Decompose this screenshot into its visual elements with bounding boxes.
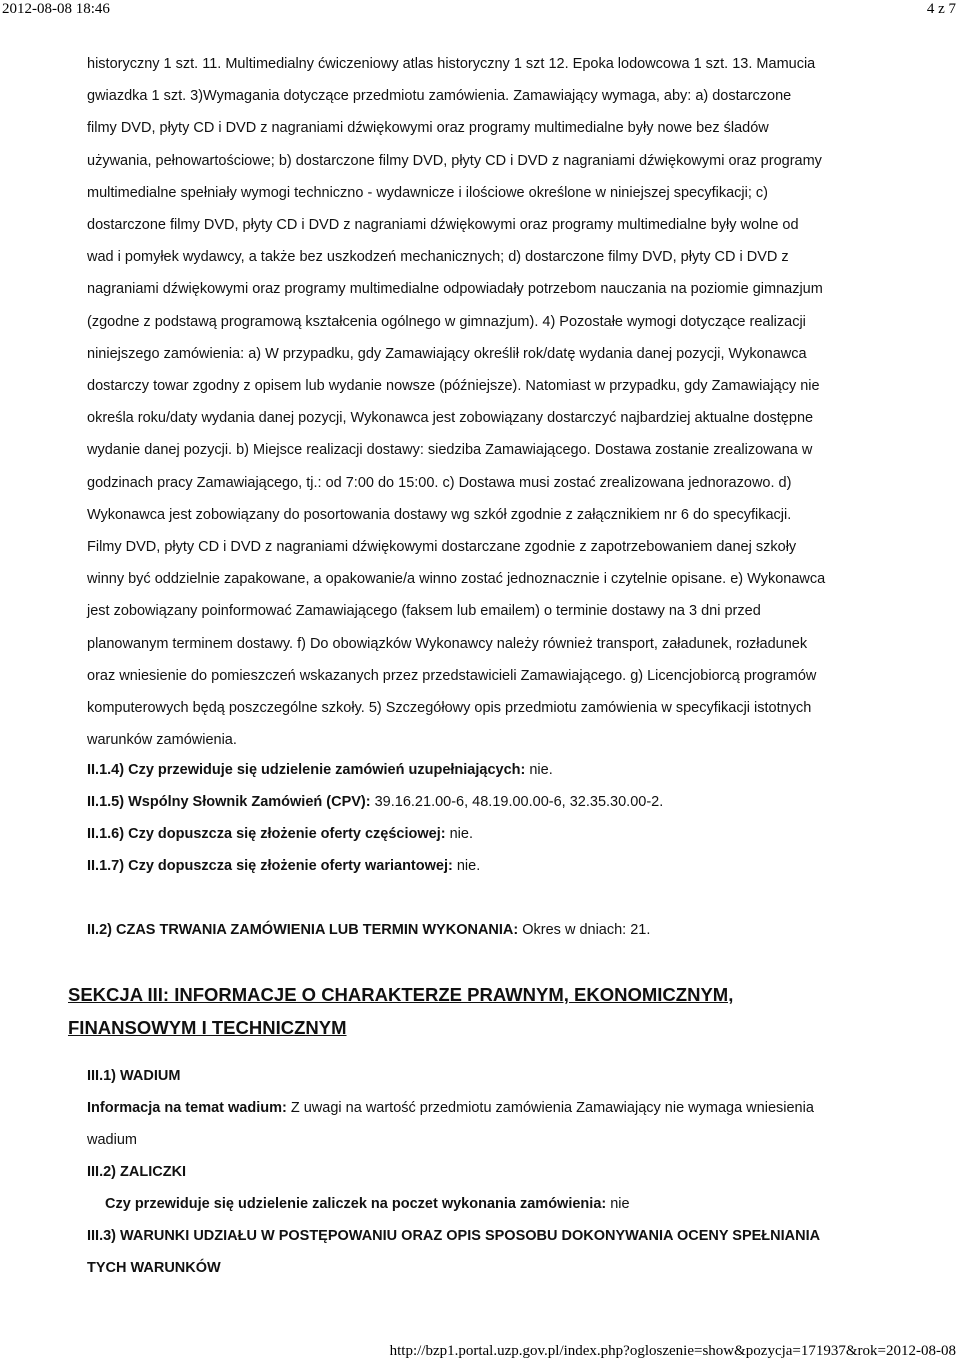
zaliczki-question	[87, 1188, 887, 1220]
wadium-heading	[87, 1060, 887, 1092]
text-line: nagraniami dźwiękowymi oraz programy multimedialne odpowiadały potrzebom nauczania na poziomie gimnazjum	[87, 281, 823, 298]
description-paragraph	[87, 48, 887, 756]
item-ii-1-7	[87, 850, 887, 882]
text-line: dostarczone filmy DVD, płyty CD i DVD z nagraniami dźwiękowymi oraz programy multimedialne były wolne od	[87, 217, 799, 234]
text-line: wydanie danej pozycji. b) Miejsce realizacji dostawy: siedziba Zamawiającego. Dostawa zostanie zrealizowana w	[87, 442, 813, 459]
text-line: gwiazdka 1 szt. 3)Wymagania dotyczące przedmiotu zamówienia. Zamawiający wymaga, aby: a) dostarczone	[87, 88, 792, 105]
section-title-line: FINANSOWYM I TECHNICZNYM	[68, 1017, 347, 1038]
text-line: multimedialne spełniały wymogi techniczno - wydawnicze i ilościowe określone w niniejszej specyfikacji; c)	[87, 184, 768, 201]
section-ii1-items	[87, 754, 887, 882]
zaliczki-heading	[87, 1156, 887, 1188]
item-label: II.1.6) Czy dopuszcza się złożenie oferty częściowej:	[87, 826, 446, 842]
wadium-info	[87, 1092, 887, 1124]
text-line: warunków zamówienia.	[87, 732, 237, 749]
text-line: niniejszego zamówienia: a) W przypadku, gdy Zamawiający określił rok/datę wydania danej pozycji, Wykonawca	[87, 345, 807, 362]
item-value: nie.	[525, 762, 553, 778]
warunki-heading	[87, 1220, 887, 1252]
zaliczki-question-label: Czy przewiduje się udzielenie zaliczek na poczet wykonania zamówienia:	[105, 1196, 607, 1212]
footer-url: http://bzp1.portal.uzp.gov.pl/index.php?ogloszenie=show&pozycja=171937&rok=2012-08-08	[389, 1343, 956, 1359]
text-line: historyczny 1 szt. 11. Multimedialny ćwiczeniowy atlas historyczny 1 szt 12. Epoka lodowcowa 1 szt. 13. Mamucia	[87, 56, 816, 72]
item-label: II.1.5) Wspólny Słownik Zamówień (CPV):	[87, 794, 371, 810]
section-iii-title	[68, 978, 733, 1044]
section-title-line: SEKCJA III: INFORMACJE O CHARAKTERZE PRAWNYM, EKONOMICZNYM,	[68, 984, 734, 1005]
text-line: winny być oddzielnie zapakowane, a opakowanie/a winno zostać jednoznacznie i czytelnie opisane. e) Wykonawca	[87, 571, 826, 588]
heading-text: III.3) WARUNKI UDZIAŁU W POSTĘPOWANIU ORAZ OPIS SPOSOBU DOKONYWANIA OCENY SPEŁNIANIA	[87, 1228, 821, 1244]
item-value: 39.16.21.00-6, 48.19.00.00-6, 32.35.30.00-2.	[370, 794, 664, 810]
item-ii-1-5	[87, 786, 887, 818]
heading-text: III.1) WADIUM	[87, 1068, 181, 1084]
text-line: wad i pomyłek wydawcy, a także bez uszkodzeń mechanicznych; d) dostarczone filmy DVD, płyty CD i DVD z	[87, 249, 789, 266]
warunki-heading-cont	[87, 1252, 887, 1284]
section-iii-body	[87, 1060, 887, 1284]
text-line: (zgodne z podstawą programową kształcenia ogólnego w gimnazjum). 4) Pozostałe wymogi dotyczące realizacji	[87, 313, 806, 330]
text-line: Filmy DVD, płyty CD i DVD z nagraniami dźwiękowymi dostarczane zgodnie z zapotrzebowaniem danej szkoły	[87, 539, 797, 556]
duration-label: II.2) CZAS TRWANIA ZAMÓWIENIA LUB TERMIN WYKONANIA:	[87, 922, 519, 938]
text-line: używania, pełnowartościowe; b) dostarczone filmy DVD, płyty CD i DVD z nagraniami dźwiękowymi oraz programy	[87, 152, 822, 169]
text-line: określa roku/daty wydania danej pozycji, Wykonawca jest zobowiązany dostarczyć najbardziej aktualne dostępne	[87, 410, 814, 427]
text-line: dostarczy towar zgodny z opisem lub wydanie nowsze (późniejsze). Natomiast w przypadku, gdy Zamawiający nie	[87, 378, 820, 395]
print-datetime: 2012-08-08 18:46	[2, 1, 110, 17]
heading-text: TYCH WARUNKÓW	[87, 1260, 221, 1276]
duration-item	[87, 914, 650, 946]
item-value: nie.	[452, 858, 481, 874]
duration-value: Okres w dniach: 21.	[518, 922, 651, 938]
item-ii-1-6	[87, 818, 887, 850]
text-line: Wykonawca jest zobowiązany do posortowania dostawy wg szkół zgodnie z załącznikiem nr 6 do specyfikacji.	[87, 506, 792, 523]
text-line: planowanym terminem dostawy. f) Do obowiązków Wykonawcy należy również transport, załadunek, rozładunek	[87, 635, 808, 652]
heading-text: III.2) ZALICZKI	[87, 1164, 187, 1180]
text-line: komputerowych będą poszczególne szkoły. 5) Szczegółowy opis przedmiotu zamówienia w specyfikacji istotnych	[87, 700, 812, 717]
wadium-info-value: Z uwagi na wartość przedmiotu zamówienia Zamawiający nie wymaga wniesienia	[286, 1100, 814, 1116]
wadium-info-label: Informacja na temat wadium:	[87, 1100, 287, 1116]
text-line: godzinach pracy Zamawiającego, tj.: od 7:00 do 15:00. c) Dostawa musi zostać zrealizowana jednorazowo. d)	[87, 474, 792, 491]
item-ii-1-4	[87, 754, 887, 786]
item-label: II.1.4) Czy przewiduje się udzielenie zamówień uzupełniających:	[87, 762, 526, 778]
text-line: filmy DVD, płyty CD i DVD z nagraniami dźwiękowymi oraz programy multimedialne były nowe bez śladów	[87, 120, 769, 137]
page-counter: 4 z 7	[926, 1, 956, 17]
wadium-info-cont: wadium	[87, 1132, 137, 1148]
zaliczki-question-value: nie	[606, 1196, 630, 1212]
item-label: II.1.7) Czy dopuszcza się złożenie oferty wariantowej:	[87, 858, 453, 874]
item-value: nie.	[445, 826, 474, 842]
text-line: jest zobowiązany poinformować Zamawiającego (faksem lub emailem) o terminie dostawy na 3 dni przed	[87, 603, 761, 620]
text-line: oraz wniesienie do pomieszczeń wskazanych przez przedstawicieli Zamawiającego. g) Licencjobiorcą programów	[87, 667, 817, 684]
